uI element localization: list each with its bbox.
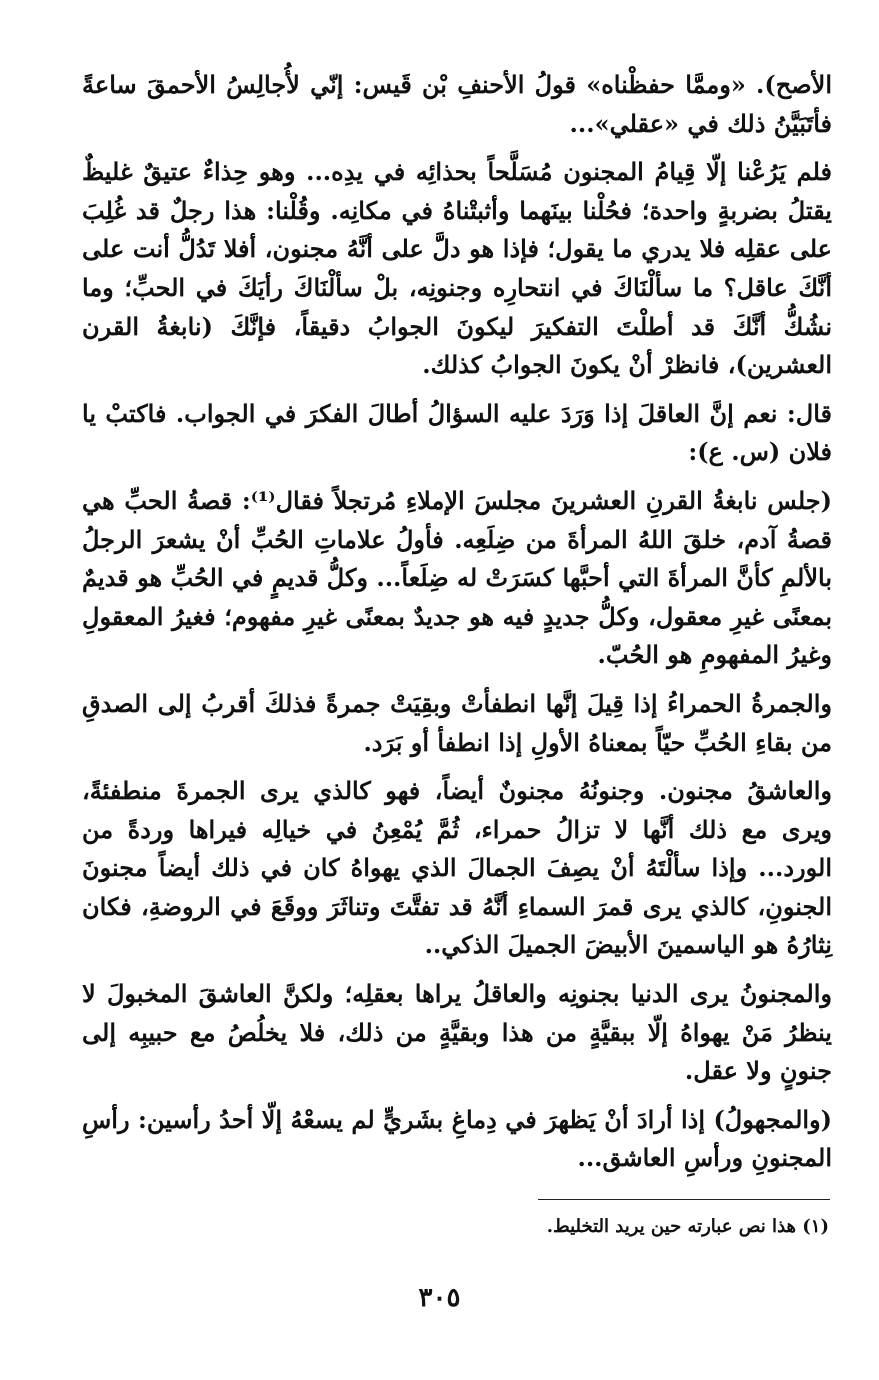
- paragraph-3: قال: نعم إنَّ العاقلَ إذا وَرَدَ عليه السؤالُ أطالَ الفكرَ في الجواب. فاكتبْ يا فلان (س. ع):: [82, 398, 832, 467]
- paragraph-4: (جلس نابغةُ القرنِ العشرينَ مجلسَ الإملاءِ مُرتجلاً فقال⁽¹⁾: قصةُ الحبِّ هي قصةُ آدم، خلقَ اللهُ المرأةَ من ضِلَعِه. فأولُ علاماتِ الحُبِّ أنْ يشعرَ الرجلُ بالألمِ كأنَّ المرأةَ التي أحبَّها كسَرَتْ له ضِلَعاً... وكلُّ قديمٍ في الحُبِّ هو قديمٌ بمعنًى غيرِ معقول، وكلُّ جديدٍ فيه هو جديدٌ بمعنًى غيرِ مفهوم؛ فغيرُ المعقولِ وغيرُ المفهومِ هو الحُبّ.: [82, 485, 832, 670]
- page-number: ٣٠٥: [418, 1283, 461, 1313]
- paragraph-7: والمجنونُ يرى الدنيا بجنونِه والعاقلُ يراها بعقلِه؛ ولكنَّ العاشقَ المخبولَ لا ينظرُ مَنْ يهواهُ إلّا ببقيَّةٍ من هذا وبقيَّةٍ من ذلك، فلا يخلُصُ مع حبيبِه إلى جنونٍ ولا عقل.: [82, 979, 832, 1086]
- paragraph-2: فلم يَرُعْنا إلّا قِيامُ المجنون مُسَلَّحاً بحذائِه في يدِه... وهو حِذاءٌ عتيقٌ غليظٌ يقتلُ بضربةٍ واحدة؛ فحُلْنا بينَهما وأثبتْناهُ في مكانِه. وقُلْنا: هذا رجلٌ قد غُلِبَ على عقلِه فلا يدري ما يقول؛ فإذا هو دلَّ على أنَّهُ مجنون، أفلا تَدُلُّ أنت على أنَّكَ عاقل؟ ما سألْنَاكَ في انتحارِه وجنونِه، بلْ سألْنَاكَ رأيَكَ في الحبِّ؛ وما نشُكُّ أنَّكَ قد أطلْتَ التفكيرَ ليكونَ الجوابُ دقيقاً، فإنَّكَ (نابغةُ القرن العشرين)، فانظرْ أنْ يكونَ الجوابُ كذلك.: [82, 157, 833, 380]
- paragraph-5: والجمرةُ الحمراءُ إذا قِيلَ إنَّها انطفأتْ وبقِيَتْ جمرةً فذلكَ أقربُ إلى الصدقِ من بقاءِ الحُبِّ حيّاً بمعناهُ الأولِ إذا انطفأ أو بَرَد.: [82, 688, 832, 757]
- footnote-divider: [538, 1199, 830, 1200]
- paragraph-6: والعاشقُ مجنون. وجنونُهُ مجنونٌ أيضاً، فهو كالذي يرى الجمرةَ منطفئةً، ويرى مع ذلك أنَّها لا تزالُ حمراء، ثُمَّ يُمْعِنُ في خيالِه فيراها وردةً من الورد... وإذا سألْتَهُ أنْ يصِفَ الجمالَ الذي يهواهُ كان في ذلك أيضاً مجنونَ الجنونِ، كالذي يرى قمرَ السماءِ أنَّهُ قد تفتَّتَ وتناثَرَ ووقَعَ في الروضةِ، فكان نِثارُهُ هو الياسمينَ الأبيضَ الجميلَ الذكي..: [82, 776, 832, 960]
- footnote: (١) هذا نص عبارته حين يريد التخليط.: [546, 1216, 829, 1237]
- paragraph-1: الأصح). «وممَّا حفظْناه» قولُ الأحنفِ بْن قَيس: إنّي لأُجالِسُ الأحمقَ ساعةً فأتَبَيَّنُ ذلك في «عقلي»...: [82, 70, 832, 138]
- page-body: [82, 66, 832, 1188]
- paragraph-8: (والمجهولُ) إذا أرادَ أنْ يَظهرَ في دِماغِ بشَريٍّ لم يسعْهُ إلّا أحدُ رأسين: رأسِ المجنونِ ورأسِ العاشق...: [82, 1104, 832, 1173]
